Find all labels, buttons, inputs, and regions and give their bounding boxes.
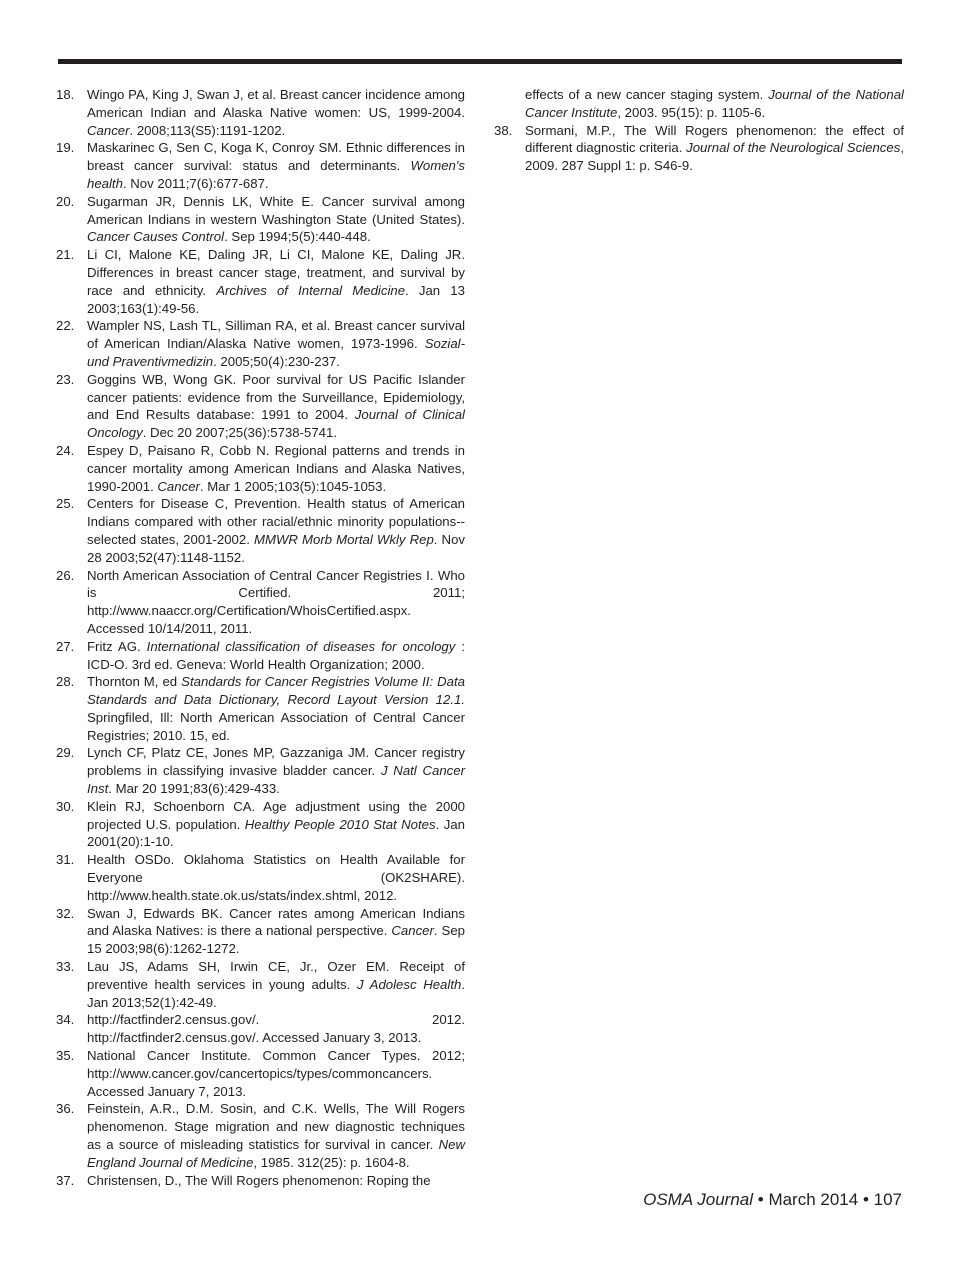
reference-text: . Jan 2001(20):1-10. — [87, 816, 465, 850]
reference-text: Wampler NS, Lash TL, Silliman RA, et al. Breast cancer survival of American Indian/Alaska Native women, 1973-1996. — [87, 318, 465, 352]
reference-item — [56, 139, 465, 192]
reference-source-title: Journal of the National Cancer Institute — [525, 87, 904, 120]
reference-number: 31. — [56, 852, 75, 868]
reference-number: 29. — [56, 745, 75, 761]
reference-text: . Jan 13 2003;163(1):49-56. — [87, 282, 465, 316]
page-number: 107 — [873, 1190, 902, 1209]
reference-text: : ICD-O. 3rd ed. Geneva: World Health Organization; 2000. — [87, 638, 466, 672]
reference-text: , 1985. 312(25): p. 1604-8. — [253, 1154, 410, 1170]
reference-item — [56, 246, 465, 317]
reference-text: effects of a new cancer staging system. — [525, 87, 769, 102]
reference-source-title: New England Journal of Medicine — [87, 1137, 465, 1170]
reference-number: 37. — [56, 1172, 75, 1188]
reference-text: Maskarinec G, Sen C, Koga K, Conroy SM. Ethnic differences in breast cancer survival: status and determinants. — [87, 140, 465, 174]
reference-item — [56, 798, 465, 851]
reference-number: 34. — [56, 1012, 75, 1028]
reference-item — [56, 495, 465, 566]
reference-text: Lau JS, Adams SH, Irwin CE, Jr., Ozer EM. Receipt of preventive health services in young adults. — [87, 959, 465, 992]
reference-text: Li CI, Malone KE, Daling JR, Li CI, Malone KE, Daling JR. Differences in breast cancer stage, treatment, and survival by race and ethnicity. — [87, 247, 465, 298]
reference-source-title: J Adolesc Health — [356, 976, 462, 992]
reference-item — [494, 122, 904, 175]
reference-text: , 2003. 95(15): p. 1105-6. — [617, 104, 766, 120]
header-rule — [58, 59, 902, 64]
reference-text: Sugarman JR, Dennis LK, White E. Cancer survival among American Indians in western Washington State (United States). — [87, 193, 465, 227]
reference-number: 26. — [56, 567, 75, 583]
reference-item — [56, 958, 465, 1011]
reference-text: Fritz AG. — [87, 638, 147, 654]
reference-source-title: Cancer — [87, 122, 130, 138]
reference-item — [56, 567, 465, 638]
reference-source-title: Journal of Clinical Oncology — [87, 407, 465, 441]
reference-text: Centers for Disease C, Prevention. Health status of American Indians compared with other racial/ethnic minority populations--selected states, 2001-2002. — [87, 496, 465, 547]
reference-source-title: Cancer — [157, 478, 200, 494]
reference-list — [56, 86, 465, 1189]
reference-item — [56, 673, 465, 744]
reference-item — [56, 317, 465, 370]
footer-separator: • — [858, 1190, 874, 1209]
reference-source-title: Sozial- und Praventivmedizin — [87, 336, 465, 369]
reference-number: 18. — [56, 87, 75, 102]
reference-number: 30. — [56, 798, 75, 814]
reference-item — [56, 371, 465, 442]
reference-source-title: Standards for Cancer Registries Volume II: Data Standards and Data Dictionary, Record Layout Version 12.1. — [87, 674, 466, 708]
references-right-column — [494, 86, 904, 175]
reference-text: Health OSDo. Oklahoma Statistics on Health Available for Everyone (OK2SHARE). http://www.health.state.ok.us/stats/index.shtml, 2012. — [87, 852, 465, 903]
reference-number: 25. — [56, 496, 75, 512]
reference-number: 23. — [56, 371, 75, 387]
reference-number: 33. — [56, 959, 75, 975]
reference-text: Thornton M, ed — [87, 674, 182, 690]
reference-item — [56, 1047, 465, 1100]
reference-item — [494, 86, 904, 122]
reference-text: . Mar 1 2005;103(5):1045-1053. — [199, 478, 387, 494]
reference-text: , 2009. 287 Suppl 1: p. S46-9. — [525, 140, 904, 174]
reference-text: . Sep 15 2003;98(6):1262-1272. — [87, 923, 465, 957]
reference-number: 36. — [56, 1101, 75, 1117]
reference-item — [56, 86, 465, 139]
reference-number: 24. — [56, 442, 75, 458]
reference-text: Springfiled, Ill: North American Association of Central Cancer Registries; 2010. 15, ed. — [87, 709, 465, 743]
reference-number: 21. — [56, 247, 75, 263]
reference-text: Lynch CF, Platz CE, Jones MP, Gazzaniga JM. Cancer registry problems in classifying invasive bladder cancer. — [87, 745, 465, 779]
reference-source-title: Cancer — [391, 923, 434, 939]
reference-text: Sormani, M.P., The Will Rogers phenomenon: the effect of different diagnostic criteria. — [525, 122, 904, 156]
reference-text: http://factfinder2.census.gov/. 2012. http://factfinder2.census.gov/. Accessed January 3, 2013. — [87, 1012, 465, 1046]
reference-text: Wingo PA, King J, Swan J, et al. Breast cancer incidence among American Indian and Alaska Native women: US, 1999-2004. — [87, 87, 465, 120]
footer-separator: • — [753, 1190, 769, 1209]
reference-item — [56, 442, 465, 495]
reference-text: . Jan 2013;52(1):42-49. — [87, 976, 465, 1010]
reference-text: Swan J, Edwards BK. Cancer rates among American Indians and Alaska Natives: is there a national perspective. — [87, 905, 465, 939]
reference-source-title: MMWR Morb Mortal Wkly Rep — [254, 531, 434, 547]
reference-source-title: J Natl Cancer Inst — [87, 763, 465, 797]
reference-number: 28. — [56, 674, 75, 690]
reference-source-title: Women's health — [87, 158, 465, 191]
page-footer — [643, 1190, 902, 1210]
reference-text: Feinstein, A.R., D.M. Sosin, and C.K. Wells, The Will Rogers phenomenon. Stage migration and new diagnostic techniques as a source of misleading statistics for survival in cancer. — [87, 1101, 465, 1153]
reference-text: Goggins WB, Wong GK. Poor survival for US Pacific Islander cancer patients: evidence from the Surveillance, Epidemiology, and End Results database: 1991 to 2004. — [87, 371, 465, 423]
reference-text: Christensen, D., The Will Rogers phenomenon: Roping the — [87, 1172, 431, 1188]
reference-number: 20. — [56, 193, 75, 209]
reference-number: 35. — [56, 1048, 75, 1064]
reference-item — [56, 905, 465, 958]
reference-text: Klein RJ, Schoenborn CA. Age adjustment using the 2000 projected U.S. population. — [87, 798, 465, 832]
reference-item — [56, 851, 465, 904]
reference-source-title: Healthy People 2010 Stat Notes — [244, 816, 436, 832]
reference-number: 32. — [56, 905, 75, 921]
references-left-column — [56, 86, 465, 1189]
reference-text: National Cancer Institute. Common Cancer Types. 2012; http://www.cancer.gov/cancertopics/types/commoncancers. Accessed January 7, 2013. — [87, 1048, 465, 1099]
reference-item — [56, 193, 465, 246]
footer-journal-name: OSMA Journal — [643, 1190, 754, 1209]
reference-number: 22. — [56, 318, 75, 334]
reference-text: . 2008;113(S5):1191-1202. — [129, 122, 286, 138]
reference-number: 19. — [56, 140, 75, 156]
reference-source-title: Cancer Causes Control — [87, 229, 225, 245]
reference-item — [56, 638, 465, 674]
reference-list-continued — [494, 86, 904, 175]
reference-text: . Sep 1994;5(5):440-448. — [224, 229, 371, 245]
reference-item — [56, 744, 465, 797]
reference-item — [56, 1172, 465, 1190]
reference-text: Espey D, Paisano R, Cobb N. Regional patterns and trends in cancer mortality among American Indians and Alaska Natives, 1990-2001. — [87, 442, 465, 494]
reference-source-title: International classification of diseases for oncology — [146, 638, 456, 654]
reference-text: North American Association of Central Cancer Registries I. Who is Certified. 2011; http://www.naaccr.org/Certification/WhoisCertified.aspx. Accessed 10/14/2011, 2011. — [87, 567, 465, 636]
reference-text: . Nov 2011;7(6):677-687. — [122, 175, 269, 191]
reference-text: . 2005;50(4):230-237. — [213, 353, 340, 369]
reference-number: 38. — [494, 122, 513, 138]
reference-item — [56, 1100, 465, 1171]
reference-text: . Mar 20 1991;83(6):429-433. — [108, 781, 280, 797]
reference-item — [56, 1011, 465, 1047]
reference-source-title: Journal of the Neurological Sciences — [686, 140, 901, 156]
reference-source-title: Archives of Internal Medicine — [216, 282, 406, 298]
reference-text: . Nov 28 2003;52(47):1148-1152. — [87, 531, 465, 565]
reference-number: 27. — [56, 638, 75, 654]
reference-text: . Dec 20 2007;25(36):5738-5741. — [142, 425, 338, 441]
footer-date: March 2014 — [768, 1190, 859, 1209]
